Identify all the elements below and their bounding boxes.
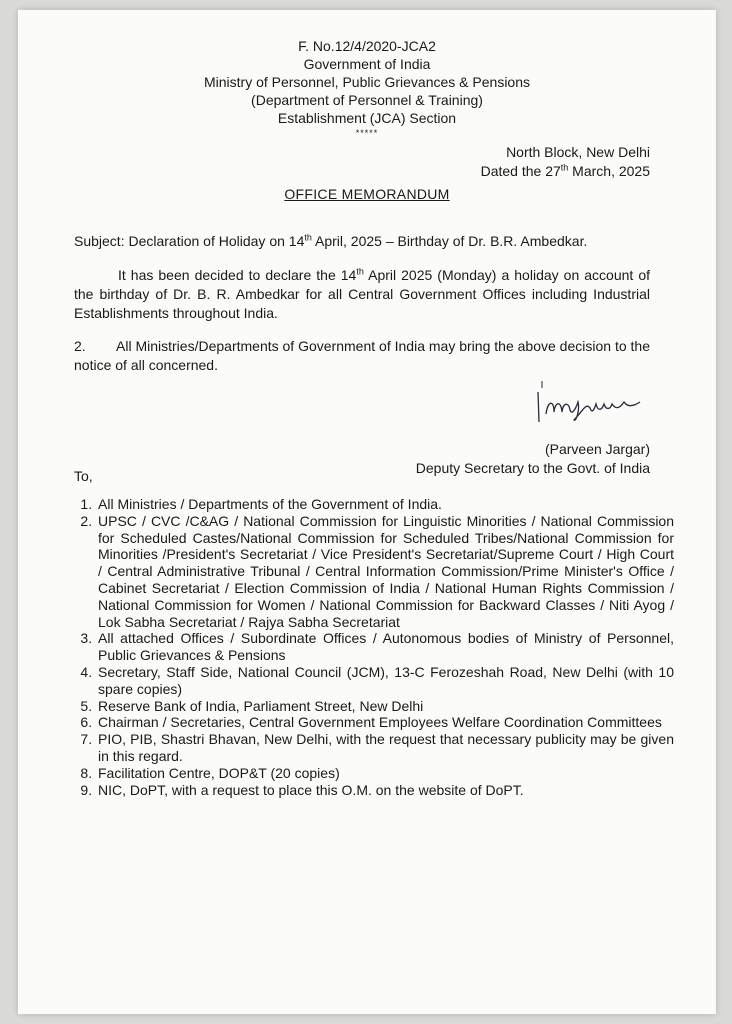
signatory-name: (Parveen Jargar) bbox=[544, 441, 650, 457]
memo-page bbox=[18, 10, 716, 1014]
stars-divider: ***** bbox=[355, 128, 379, 138]
list-item: 6. Chairman / Secretaries, Central Government Employees Welfare Coordination Committees bbox=[96, 714, 674, 731]
department-heading: (Department of Personnel & Training) bbox=[251, 92, 483, 108]
place-line: North Block, New Delhi bbox=[506, 144, 650, 160]
list-item: 8. Facilitation Centre, DOP&T (20 copies) bbox=[96, 765, 674, 782]
paragraph-1: It has been decided to declare the 14th April 2025 (Monday) a holiday on account of the birthday of Dr. B. R. Ambedkar for all Central Government Offices including Industrial Establishments throughout India. bbox=[74, 266, 650, 321]
list-item: 9. NIC, DoPT, with a request to place this O.M. on the website of DoPT. bbox=[96, 782, 674, 799]
distribution-list bbox=[74, 496, 674, 798]
list-item: 3. All attached Offices / Subordinate Offices / Autonomous bodies of Ministry of Personnel, Public Grievances & Pensions bbox=[96, 630, 674, 664]
list-item: 4. Secretary, Staff Side, National Council (JCM), 13-C Ferozeshah Road, New Delhi (with 10 spare copies) bbox=[96, 664, 674, 698]
date-line: Dated the 27th March, 2025 bbox=[480, 162, 650, 179]
signatory-designation: Deputy Secretary to the Govt. of India bbox=[415, 460, 650, 476]
to-label: To, bbox=[74, 468, 93, 484]
subject-line: Subject: Declaration of Holiday on 14th April, 2025 – Birthday of Dr. B.R. Ambedkar. bbox=[74, 232, 588, 249]
list-item: 1. All Ministries / Departments of the Government of India. bbox=[96, 496, 674, 513]
file-number: F. No.12/4/2020-JCA2 bbox=[298, 38, 436, 54]
memo-title: OFFICE MEMORANDUM bbox=[284, 186, 450, 202]
section-heading: Establishment (JCA) Section bbox=[277, 110, 457, 126]
list-item: 2. UPSC / CVC /C&AG / National Commission for Linguistic Minorities / National Commission for Scheduled Castes/National Commission for Scheduled Tribes/National Commission for Minorities /President's Secretariat / Vice President's Secretariat/Supreme Court / High Court / Central Administrative Tribunal / Central Information Commission/Prime Minister's Office / Cabinet Secretariat / Election Commission of India / National Human Rights Commission / National Commission for Women / National Commission for Backward Classes / Niti Ayog / Lok Sabha Secretariat / Rajya Sabha Secretariat bbox=[96, 513, 674, 631]
list-item: 5. Reserve Bank of India, Parliament Street, New Delhi bbox=[96, 698, 674, 715]
list-item: 7. PIO, PIB, Shastri Bhavan, New Delhi, with the request that necessary publicity may be given in this regard. bbox=[96, 731, 674, 765]
paragraph-2: 2. All Ministries/Departments of Government of India may bring the above decision to the notice of all concerned. bbox=[74, 338, 650, 373]
signature-image bbox=[524, 380, 654, 430]
ministry-heading: Ministry of Personnel, Public Grievances & Pensions bbox=[203, 74, 531, 90]
govt-heading: Government of India bbox=[303, 56, 431, 72]
